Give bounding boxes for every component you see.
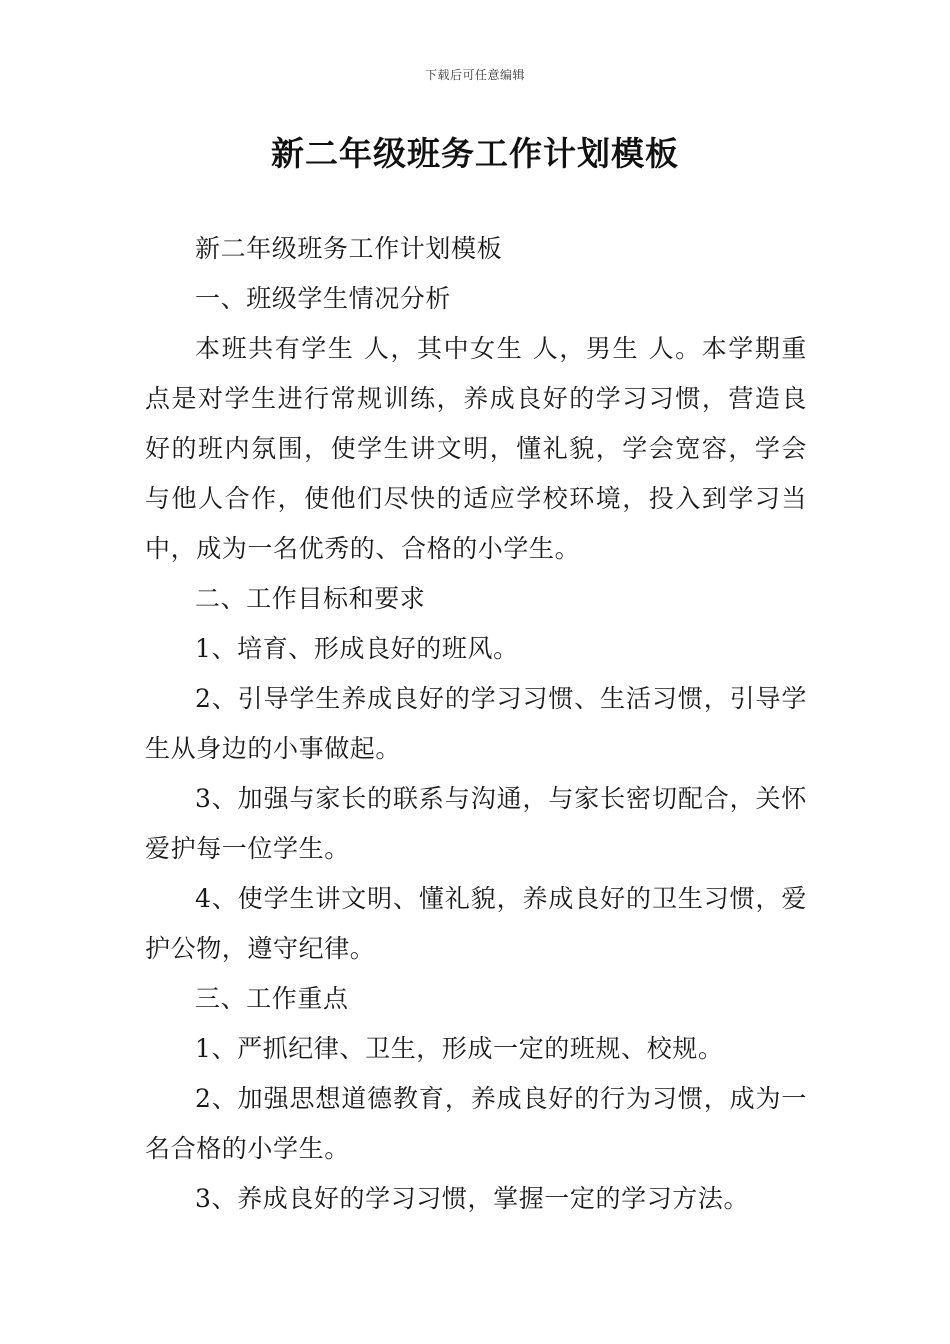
document-title: 新二年级班务工作计划模板 xyxy=(271,134,679,173)
list-item-focus-1: 1、严抓纪律、卫生，形成一定的班规、校规。 xyxy=(195,1034,724,1063)
list-item-goal-3: 3、加强与家长的联系与沟通，与家长密切配合，关怀爱护每一位学生。 xyxy=(145,784,807,863)
body-heading: 新二年级班务工作计划模板 xyxy=(195,234,503,263)
list-item-goal-2: 2、引导学生养成良好的学习习惯、生活习惯，引导学生从身边的小事做起。 xyxy=(145,684,807,763)
section-heading-3: 三、工作重点 xyxy=(195,984,349,1013)
document-body xyxy=(145,224,807,1224)
list-item-focus-2: 2、加强思想道德教育，养成良好的行为习惯，成为一名合格的小学生。 xyxy=(145,1084,807,1163)
paragraph-class-analysis: 本班共有学生 人，其中女生 人，男生 人。本学期重点是对学生进行常规训练，养成良好的学习习惯，营造良好的班内氛围，使学生讲文明，懂礼貌，学会宽容，学会与他人合作，使他们尽快的适应学校环境，投入到学习当中，成为一名优秀的、合格的小学生。 xyxy=(145,334,807,563)
section-heading-1: 一、班级学生情况分析 xyxy=(195,284,452,313)
list-item-goal-4: 4、使学生讲文明、懂礼貌，养成良好的卫生习惯，爱护公物，遵守纪律。 xyxy=(145,884,807,963)
header-note: 下载后可任意编辑 xyxy=(424,68,525,82)
list-item-focus-3: 3、养成良好的学习习惯，掌握一定的学习方法。 xyxy=(195,1184,750,1213)
section-heading-2: 二、工作目标和要求 xyxy=(195,584,426,613)
list-item-goal-1: 1、培育、形成良好的班风。 xyxy=(195,634,519,663)
